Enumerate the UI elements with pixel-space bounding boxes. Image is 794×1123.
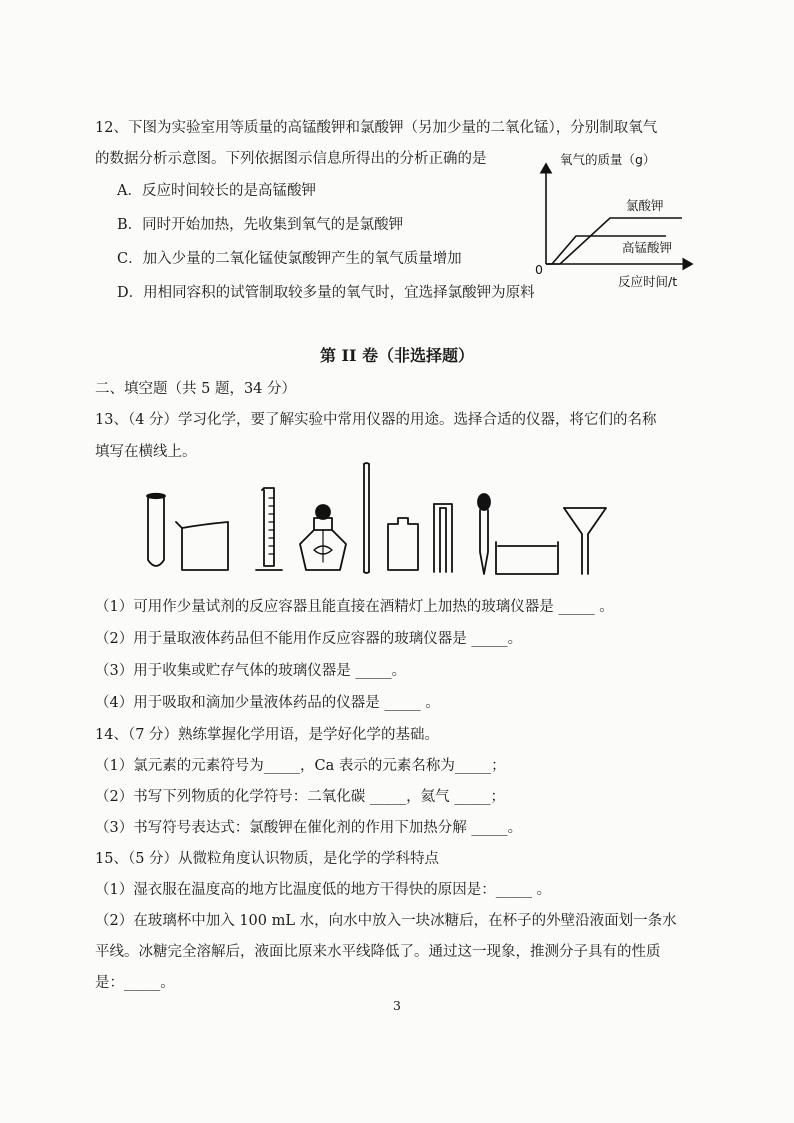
- q13-sub2: （2）用于量取液体药品但不能用作反应容器的玻璃仪器是 _____。: [95, 631, 523, 647]
- q14-sub1: （1）氯元素的元素符号为_____，Ca 表示的元素名称为_____；: [95, 758, 506, 774]
- q15-stem: 15、（5 分）从微粒角度认识物质，是化学的学科特点: [95, 851, 440, 867]
- q13-stem-line1: 13、（4 分）学习化学，要了解实验中常用仪器的用途。选择合适的仪器，将它们的名称: [95, 412, 657, 428]
- beaker-icon: [176, 522, 228, 570]
- lab-instruments-illustration: [140, 462, 610, 580]
- glass-rod-icon: [364, 463, 369, 573]
- bent-glass-tube-icon: [434, 504, 452, 572]
- dropper-icon: [478, 494, 490, 574]
- trough-icon: [496, 542, 558, 574]
- q15-sub2-line1: （2）在玻璃杯中加入 100 mL 水，向水中放入一块冰糖后，在杯子的外壁沿液面划一条水: [95, 913, 677, 929]
- q15-sub2-line3: 是：_____。: [95, 975, 175, 991]
- q12-stem-line2: 的数据分析示意图。下列依据图示信息所得出的分析正确的是: [95, 151, 487, 167]
- q12-option-d: D．用相同容积的试管制取较多量的氧气时，宜选择氯酸钾为原料: [117, 285, 535, 301]
- graduated-cylinder-icon: [256, 488, 282, 570]
- q12-stem-line1: 12、下图为实验室用等质量的高锰酸钾和氯酸钾（另加少量的二氧化锰），分别制取氧气: [95, 120, 658, 136]
- q14-sub2: （2）书写下列物质的化学符号：二氧化碳 _____，氦气 _____；: [95, 789, 505, 805]
- x-axis-label: 反应时间/t: [618, 274, 678, 289]
- q13-sub3: （3）用于收集或贮存气体的玻璃仪器是 _____。: [95, 663, 407, 679]
- q13-sub4: （4）用于吸取和滴加少量液体药品的仪器是 _____ 。: [95, 695, 440, 711]
- y-axis-label: 氧气的质量（g）: [560, 152, 656, 167]
- origin-label: 0: [535, 262, 543, 277]
- q12-option-c: C．加入少量的二氧化锰使氯酸钾产生的氧气质量增加: [117, 251, 462, 267]
- part2-heading: 二、填空题（共 5 题，34 分）: [95, 381, 297, 397]
- oxygen-mass-graph: [532, 150, 712, 290]
- q13-sub1: （1）可用作少量试剂的反应容器且能直接在酒精灯上加热的玻璃仪器是 _____ 。: [95, 599, 614, 615]
- q15-sub1: （1）湿衣服在温度高的地方比温度低的地方干得快的原因是：_____ 。: [95, 882, 552, 898]
- q13-stem-line2: 填写在横线上。: [95, 444, 197, 460]
- potassium-chlorate-label: 氯酸钾: [626, 198, 664, 213]
- test-tube-icon: [147, 494, 165, 566]
- page-number: 3: [393, 998, 401, 1013]
- q14-sub3: （3）书写符号表达式：氯酸钾在催化剂的作用下加热分解 _____。: [95, 820, 523, 836]
- q12-option-b: B．同时开始加热，先收集到氧气的是氯酸钾: [117, 217, 404, 233]
- funnel-icon: [564, 508, 606, 574]
- potassium-permanganate-label: 高锰酸钾: [622, 240, 673, 255]
- q14-stem: 14、（7 分）熟练掌握化学用语，是学好化学的基础。: [95, 727, 440, 743]
- q15-sub2-line2: 平线。冰糖完全溶解后，液面比原来水平线降低了。通过这一现象，推测分子具有的性质: [95, 944, 661, 960]
- alcohol-lamp-icon: [300, 505, 346, 570]
- q12-option-a: A．反应时间较长的是高锰酸钾: [117, 183, 316, 199]
- section-title: 第 II 卷（非选择题）: [319, 346, 475, 365]
- gas-collection-bottle-icon: [388, 518, 418, 570]
